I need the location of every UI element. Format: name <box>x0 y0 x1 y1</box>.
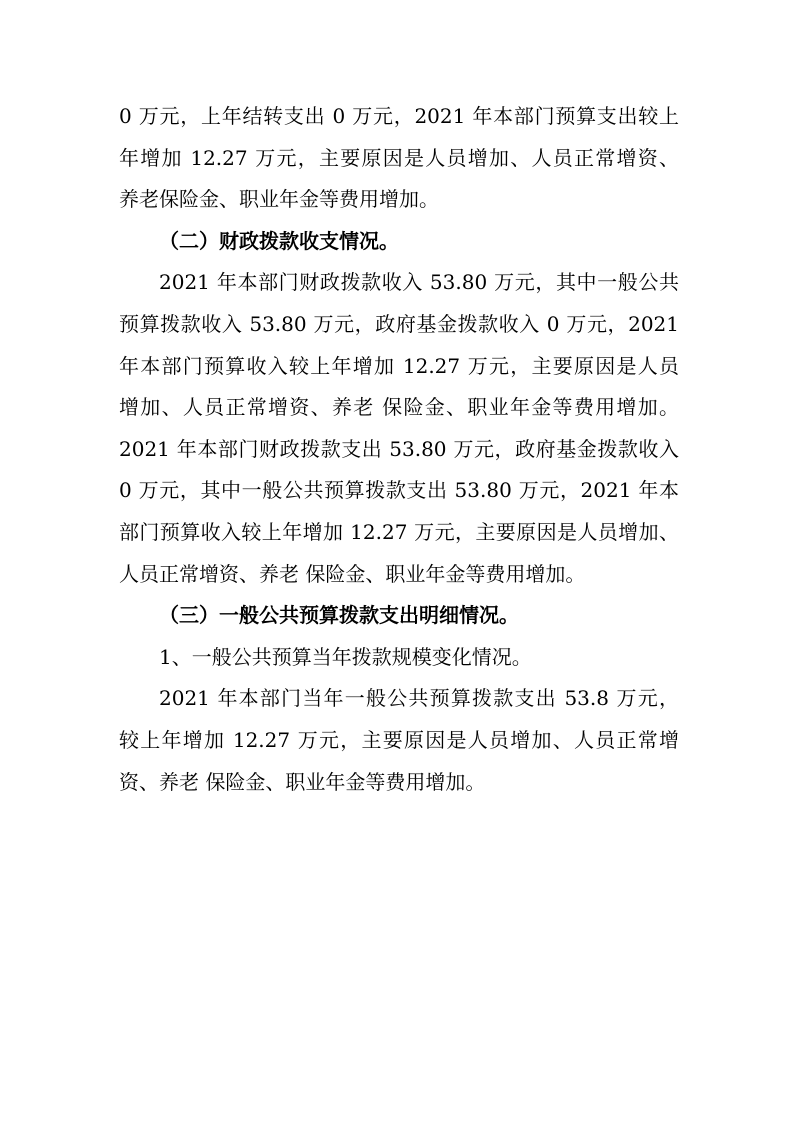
text-line: 资、养老 保险金、职业年金等费用增加。 <box>119 769 486 794</box>
text-line: 较上年增加 12.27 万元，主要原因是人员增加、人员正常增 <box>119 727 679 752</box>
paragraph-1 <box>119 96 679 221</box>
text-line: 年本部门预算收入较上年增加 12.27 万元，主要原因是人员 <box>119 353 679 378</box>
text-line: 0 万元，上年结转支出 0 万元，2021 年本部门预算支出较上 <box>119 104 679 128</box>
text-line: 2021 年本部门当年一般公共预算拨款支出 53.8 万元， <box>159 686 679 711</box>
paragraph-2 <box>119 262 679 595</box>
subheading-1: 1、一般公共预算当年拨款规模变化情况。 <box>159 644 532 669</box>
text-line: 2021 年本部门财政拨款支出 53.80 万元，政府基金拨款收入 <box>119 436 679 461</box>
section-heading-3: （三）一般公共预算拨款支出明细情况。 <box>159 603 519 628</box>
text-line: 部门预算收入较上年增加 12.27 万元，主要原因是人员增加、 <box>119 519 679 544</box>
text-line: 年增加 12.27 万元，主要原因是人员增加、人员正常增资、 <box>119 145 679 170</box>
section-heading-2: （二）财政拨款收支情况。 <box>159 228 399 253</box>
text-line: 养老保险金、职业年金等费用增加。 <box>119 187 439 212</box>
text-line: 0 万元，其中一般公共预算拨款支出 53.80 万元，2021 年本 <box>119 478 679 503</box>
paragraph-3 <box>119 678 679 803</box>
text-line: 人员正常增资、养老 保险金、职业年金等费用增加。 <box>119 561 586 586</box>
text-line: 增加、人员正常增资、养老 保险金、职业年金等费用增加。 <box>119 395 679 420</box>
document-body <box>119 96 679 803</box>
text-line: 2021 年本部门财政拨款收入 53.80 万元，其中一般公共 <box>159 270 679 295</box>
text-line: 预算拨款收入 53.80 万元，政府基金拨款收入 0 万元，2021 <box>119 311 679 336</box>
